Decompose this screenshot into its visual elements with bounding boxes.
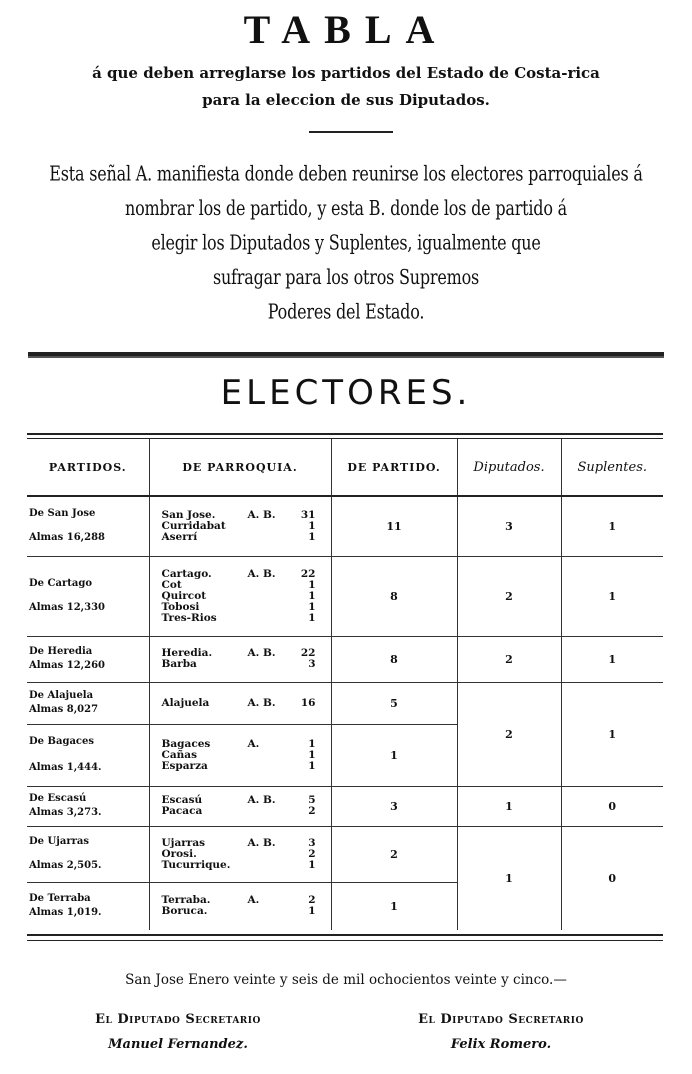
intro-line: Poderes del Estado. bbox=[267, 299, 425, 324]
subtitle-line-2: para la eleccion de sus Diputados. bbox=[202, 91, 490, 109]
parroquia-name: Cot bbox=[161, 578, 182, 591]
table-row bbox=[27, 636, 663, 682]
partido-almas: Almas 16,288 bbox=[29, 532, 106, 544]
table-row bbox=[27, 556, 663, 636]
partido-almas: Almas 2,505. bbox=[29, 860, 102, 871]
parroquia-name: Tres-Rios bbox=[161, 611, 217, 624]
de-partido-cell: 1 bbox=[331, 724, 457, 786]
parroquia-cell bbox=[149, 882, 331, 930]
table-row bbox=[27, 786, 663, 826]
diputados-cell: 1 bbox=[457, 786, 561, 826]
suplentes-cell: 1 bbox=[561, 556, 663, 636]
parroquia-name: Alajuela bbox=[161, 696, 210, 709]
partido-cell bbox=[27, 556, 149, 636]
parroquia-name: Ujarras bbox=[161, 836, 206, 849]
intro-line: sufragar para los otros Supremos bbox=[212, 264, 480, 290]
partido-almas: Almas 3,273. bbox=[29, 807, 102, 818]
parroquia-mark bbox=[248, 602, 296, 613]
table-header-row bbox=[27, 439, 663, 496]
parroquia-mark bbox=[248, 860, 296, 871]
parroquia-name: Bagaces bbox=[161, 737, 211, 750]
partido-almas: Almas 12,260 bbox=[29, 660, 106, 671]
parroquia-name: Terraba. bbox=[161, 894, 211, 907]
electores-table bbox=[27, 439, 663, 930]
partido-cell bbox=[27, 786, 149, 826]
parroquia-cell bbox=[149, 826, 331, 882]
parroquia-mark bbox=[248, 761, 296, 772]
parroquia-name: Cañas bbox=[161, 748, 198, 761]
parroquia-cell bbox=[149, 682, 331, 724]
parroquia-item bbox=[162, 838, 316, 849]
intro-line: Esta señal A. manifiesta donde deben reunirse los electores parroquiales á bbox=[49, 161, 643, 186]
parroquia-mark: A. bbox=[247, 737, 260, 750]
parroquia-count: 1 bbox=[308, 611, 316, 624]
parroquia-cell bbox=[149, 496, 331, 556]
parroquia-item bbox=[162, 698, 316, 709]
parroquia-name: Esparza bbox=[161, 759, 208, 772]
electores-table-wrapper bbox=[27, 433, 663, 941]
header-parroquia: DE PARROQUIA. bbox=[149, 439, 331, 496]
parroquia-name: Boruca. bbox=[161, 905, 208, 918]
parroquia-count: 1 bbox=[308, 530, 316, 543]
partido-cell bbox=[27, 636, 149, 682]
section-title: ELECTORES. bbox=[220, 373, 472, 413]
partido-name: De Heredia bbox=[29, 646, 93, 657]
diputados-cell: 1 bbox=[457, 826, 561, 930]
partido-name: De Escasú bbox=[29, 793, 87, 804]
table-row bbox=[27, 496, 663, 556]
partido-cell bbox=[27, 724, 149, 786]
suplentes-cell: 0 bbox=[561, 786, 663, 826]
parroquia-item bbox=[162, 532, 316, 543]
parroquia-item bbox=[162, 860, 316, 871]
partido-almas: Almas 1,444. bbox=[29, 762, 102, 773]
suplentes-cell: 1 bbox=[561, 636, 663, 682]
parroquia-mark bbox=[248, 521, 296, 532]
signature-role: El Diputado Secretario bbox=[418, 1012, 584, 1027]
de-partido-cell: 8 bbox=[331, 556, 457, 636]
parroquia-cell bbox=[149, 556, 331, 636]
table-row bbox=[27, 826, 663, 882]
parroquia-name: Escasú bbox=[161, 794, 203, 806]
parroquia-mark bbox=[248, 806, 296, 817]
parroquia-count: 1 bbox=[308, 600, 316, 613]
partido-cell bbox=[27, 496, 149, 556]
parroquia-count: 22 bbox=[300, 647, 316, 659]
signature-name: Felix Romero. bbox=[450, 1037, 552, 1052]
parroquia-count: 16 bbox=[300, 696, 316, 709]
intro-paragraph bbox=[0, 156, 692, 329]
parroquia-name: Orosi. bbox=[161, 847, 197, 860]
parroquia-cell bbox=[149, 786, 331, 826]
de-partido-cell: 8 bbox=[331, 636, 457, 682]
parroquia-item bbox=[162, 591, 316, 602]
parroquia-item bbox=[162, 613, 316, 624]
partido-almas: Almas 12,330 bbox=[29, 602, 106, 613]
parroquia-mark bbox=[248, 906, 296, 917]
parroquia-mark bbox=[248, 659, 296, 670]
parroquia-mark: A. B. bbox=[247, 567, 276, 580]
parroquia-cell bbox=[149, 636, 331, 682]
parroquia-name: Aserrí bbox=[161, 530, 198, 543]
parroquia-count: 1 bbox=[308, 589, 316, 602]
diputados-cell: 3 bbox=[457, 496, 561, 556]
partido-name: De San Jose bbox=[29, 508, 96, 520]
heavy-divider bbox=[28, 352, 664, 358]
parroquia-item bbox=[162, 906, 316, 917]
parroquia-name: Tucurrique. bbox=[161, 858, 231, 871]
partido-name: De Terraba bbox=[29, 893, 91, 905]
parroquia-name: Quircot bbox=[161, 589, 207, 602]
parroquia-name: Tobosi bbox=[161, 600, 200, 613]
parroquia-item bbox=[162, 750, 316, 761]
parroquia-name: Curridabat bbox=[161, 519, 226, 532]
parroquia-item bbox=[162, 580, 316, 591]
de-partido-cell: 1 bbox=[331, 882, 457, 930]
parroquia-count: 5 bbox=[308, 794, 316, 806]
diputados-cell: 2 bbox=[457, 636, 561, 682]
closing-date-line: San Jose Enero veinte y seis de mil ochocientos veinte y cinco.— bbox=[125, 972, 567, 988]
partido-almas: Almas 8,027 bbox=[29, 704, 99, 715]
parroquia-name: Barba bbox=[161, 658, 197, 670]
parroquia-count: 2 bbox=[308, 847, 316, 860]
diputados-cell: 2 bbox=[457, 556, 561, 636]
signature-role: El Diputado Secretario bbox=[95, 1012, 261, 1027]
parroquia-item bbox=[162, 569, 316, 580]
parroquia-count: 1 bbox=[308, 759, 316, 772]
parroquia-name: Cartago. bbox=[161, 567, 212, 580]
parroquia-mark bbox=[248, 849, 296, 860]
de-partido-cell: 3 bbox=[331, 786, 457, 826]
parroquia-item bbox=[162, 659, 316, 670]
parroquia-mark bbox=[248, 532, 296, 543]
partido-name: De Ujarras bbox=[29, 836, 89, 847]
partido-cell bbox=[27, 826, 149, 882]
suplentes-cell: 1 bbox=[561, 496, 663, 556]
parroquia-count: 2 bbox=[308, 805, 316, 817]
parroquia-name: San Jose. bbox=[161, 508, 216, 521]
parroquia-item bbox=[162, 739, 316, 750]
parroquia-count: 3 bbox=[308, 836, 316, 849]
signature-name: Manuel Fernandez. bbox=[108, 1037, 248, 1052]
parroquia-name: Heredia. bbox=[161, 647, 213, 659]
header-diputados: Diputados. bbox=[457, 439, 561, 496]
parroquia-mark: A. B. bbox=[247, 508, 276, 521]
suplentes-cell: 1 bbox=[561, 682, 663, 786]
partido-name: De Alajuela bbox=[29, 690, 94, 701]
diputados-cell: 2 bbox=[457, 682, 561, 786]
short-divider bbox=[309, 131, 393, 133]
table-row bbox=[27, 682, 663, 724]
parroquia-item bbox=[162, 602, 316, 613]
de-partido-cell: 5 bbox=[331, 682, 457, 724]
parroquia-count: 1 bbox=[308, 737, 316, 750]
signature-left bbox=[58, 1012, 298, 1052]
partido-cell bbox=[27, 882, 149, 930]
parroquia-mark: A. B. bbox=[247, 696, 276, 709]
parroquia-name: Pacaca bbox=[161, 805, 203, 817]
intro-line: elegir los Diputados y Suplentes, igualmente que bbox=[151, 230, 541, 255]
parroquia-count: 1 bbox=[308, 748, 316, 761]
header-partido: DE PARTIDO. bbox=[331, 439, 457, 496]
table-bottom-rule bbox=[27, 934, 663, 941]
parroquia-mark: A. B. bbox=[247, 794, 276, 806]
partido-almas: Almas 1,019. bbox=[29, 907, 102, 919]
parroquia-mark: A. bbox=[247, 894, 260, 907]
parroquia-item bbox=[162, 761, 316, 772]
parroquia-count: 3 bbox=[308, 658, 316, 670]
parroquia-count: 31 bbox=[300, 508, 316, 521]
parroquia-count: 1 bbox=[308, 578, 316, 591]
parroquia-mark: A. B. bbox=[247, 647, 276, 659]
partido-cell bbox=[27, 682, 149, 724]
parroquia-count: 1 bbox=[308, 905, 316, 918]
parroquia-mark: A. B. bbox=[247, 836, 276, 849]
parroquia-count: 22 bbox=[300, 567, 316, 580]
document-title: TABLA bbox=[243, 7, 449, 52]
partido-name: De Bagaces bbox=[29, 736, 94, 747]
header-suplentes: Suplentes. bbox=[561, 439, 663, 496]
de-partido-cell: 11 bbox=[331, 496, 457, 556]
parroquia-item bbox=[162, 849, 316, 860]
parroquia-count: 1 bbox=[308, 858, 316, 871]
signature-right bbox=[376, 1012, 626, 1052]
subtitle-line-1: á que deben arreglarse los partidos del Estado de Costa-rica bbox=[92, 64, 600, 82]
header-partidos: PARTIDOS. bbox=[27, 439, 149, 496]
parroquia-count: 1 bbox=[308, 519, 316, 532]
suplentes-cell: 0 bbox=[561, 826, 663, 930]
parroquia-count: 2 bbox=[308, 894, 316, 907]
intro-line: nombrar los de partido, y esta B. donde los de partido á bbox=[124, 195, 568, 220]
parroquia-mark bbox=[248, 580, 296, 591]
parroquia-mark bbox=[248, 591, 296, 602]
parroquia-mark bbox=[248, 613, 296, 624]
parroquia-item bbox=[162, 806, 316, 817]
parroquia-cell bbox=[149, 724, 331, 786]
partido-name: De Cartago bbox=[29, 578, 92, 589]
de-partido-cell: 2 bbox=[331, 826, 457, 882]
parroquia-mark bbox=[248, 750, 296, 761]
